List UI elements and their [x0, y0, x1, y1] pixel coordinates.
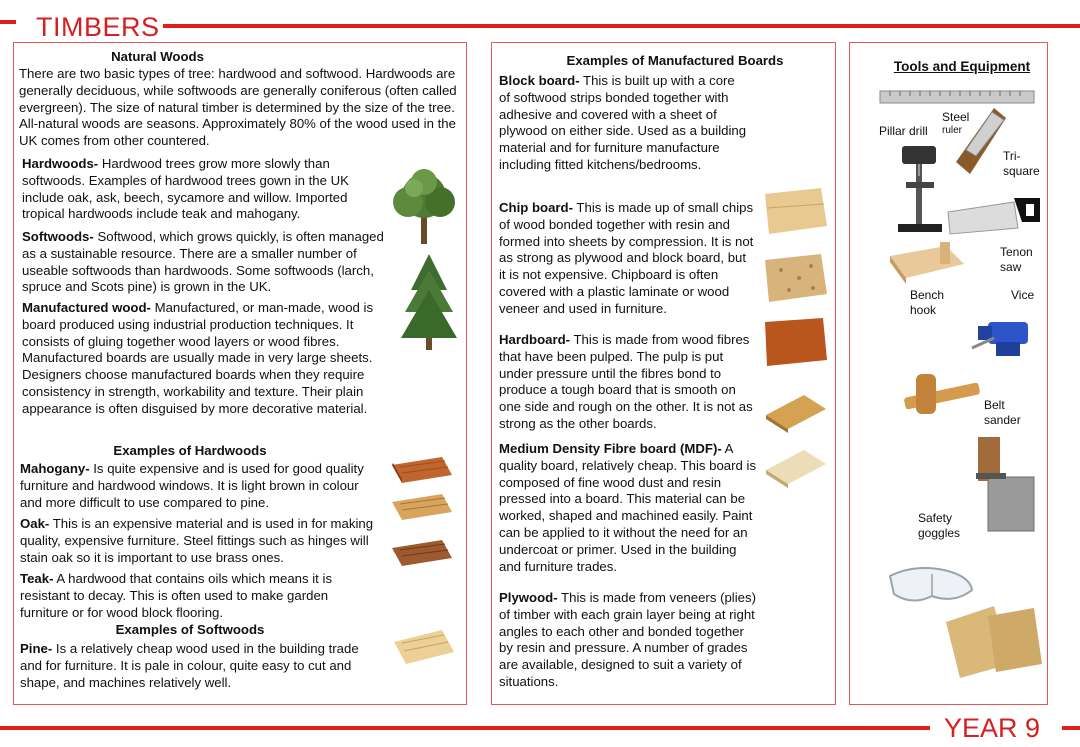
year-label: YEAR 9 — [943, 713, 1040, 743]
manufactured-paragraph — [22, 300, 396, 418]
pine-text: Is a relatively cheap wood used in the building trade and for furniture. It is pale in colour, quite easy to cut and shape, and machines relatively well. — [20, 641, 359, 690]
saw-label: saw — [1000, 260, 1022, 274]
plywood-image — [764, 448, 828, 488]
hardboard-paragraph — [499, 332, 756, 433]
page-title: TIMBERS — [36, 12, 160, 42]
top-left-rule — [0, 20, 16, 24]
tenon-label: Tenon — [1000, 245, 1033, 259]
steel-label: Steel — [942, 110, 970, 124]
mahogany-text: Is quite expensive and is used for good quality furniture and hardwood windows. It is light brown in colour and more difficult to use compared to pine. — [20, 461, 364, 510]
hardwoods-examples-heading: Examples of Hardwoods — [113, 443, 267, 458]
bench-label: Bench — [910, 288, 945, 302]
ruler-label: ruler — [942, 125, 963, 136]
softwoods-term: Softwoods- — [22, 229, 94, 244]
safety-label: Safety — [918, 511, 953, 525]
tri-label: Tri- — [1003, 149, 1021, 163]
mahogany-paragraph — [20, 461, 382, 511]
hardboard-term: Hardboard- — [499, 332, 571, 347]
chip-board-paragraph — [499, 200, 756, 318]
softwood-tree-image — [397, 252, 461, 352]
mdf-term: Medium Density Fibre board (MDF)- — [499, 441, 722, 456]
pine-term: Pine- — [20, 641, 53, 656]
block-board-image — [761, 186, 829, 236]
teak-paragraph — [20, 571, 370, 621]
square-label: square — [1003, 164, 1040, 178]
chip-board-image — [761, 252, 829, 304]
block-board-term: Block board- — [499, 73, 580, 88]
oak-text: This is an expensive material and is used in for making quality, expensive furniture. Steel fittings such as hinges will stain oak so it is important to use brass ones. — [20, 516, 374, 565]
belt-sander-image — [970, 433, 1042, 533]
teak-text: A hardwood that contains oils which means it is resistant to decay. This is often used to make garden furniture or for wood block flooring. — [20, 571, 333, 620]
natural-woods-intro: There are two basic types of tree: hardwood and softwood. Hardwoods are generally deciduous, while softwoods are generally coniferous (often called evergreen). The size of natural timber is determined by the size of the tree. All-natural woods are seasons. Approximately 80% of the wood used in the UK comes from other countered. — [19, 66, 457, 149]
vice-label: Vice — [1011, 288, 1035, 302]
softwoods-text: Softwood, which grows quickly, is often managed as a sustainable resource. There are a smaller number of useable softwoods than hardwoods. Some softwoods (larch, spruce and Scots pine) is grown in the UK. — [22, 229, 384, 295]
bottom-rule — [0, 726, 930, 730]
oak-paragraph — [20, 516, 380, 566]
top-rule — [163, 24, 1080, 28]
pine-sample-image — [392, 628, 456, 668]
boards-heading: Examples of Manufactured Boards — [566, 53, 784, 68]
plywood-paragraph — [499, 590, 761, 691]
hardwoods-text: Hardwood trees grow more slowly than softwoods. Examples of hardwood trees gown in the UK include oak, ask, beech, sycamore and willow. Imported tropical hardwoods include teak and mahogany. — [22, 156, 349, 222]
pillar-drill-image — [892, 142, 948, 234]
hardwood-tree-image — [384, 166, 464, 248]
hardboard-text: This is made from wood fibres that have been pulped. The pulp is put under pressure until the fibres bond to produce a tough board that is smooth on one side and rough on the other. It is not as strong as the other boards. — [499, 332, 753, 431]
bench-hook-image — [886, 238, 968, 286]
plywood-text: This is made from veneers (plies) of timber with each grain layer being at right angles to each other and bonded together by resin and pressure. A number of grades are available, designed to suit a variety of situations. — [499, 590, 756, 689]
bottom-right-rule — [1062, 726, 1080, 730]
hook-label: hook — [910, 303, 937, 317]
teak-term: Teak- — [20, 571, 54, 586]
pine-paragraph — [20, 641, 380, 691]
hardwoods-term: Hardwoods- — [22, 156, 99, 171]
block-board-paragraph — [499, 73, 749, 174]
belt-label: Belt — [984, 398, 1005, 412]
hardwoods-paragraph — [22, 156, 374, 223]
pillar-drill-label: Pillar drill — [879, 124, 928, 138]
manufactured-term: Manufactured wood- — [22, 300, 151, 315]
plywood-term: Plywood- — [499, 590, 558, 605]
softwoods-examples-heading: Examples of Softwoods — [115, 622, 265, 637]
sander-label: sander — [984, 413, 1021, 427]
hardboard-image — [761, 316, 829, 368]
oak-term: Oak- — [20, 516, 50, 531]
chip-board-term: Chip board- — [499, 200, 573, 215]
manufactured-text: Manufactured, or man-made, wood is board produced using industrial production techniques. It consists of gluing together wood layers or wood fibres. Manufactured boards are usually made in very large sheets. Designers choose manufactured boards when they require consistency in strength, workability and texture. Their plain appearance is often disguised by more decorative material. — [22, 300, 374, 416]
marking-gauge-image — [898, 364, 982, 424]
mahogany-sample-image — [390, 455, 454, 485]
tri-square-image — [952, 104, 1008, 176]
oak-sample-image — [390, 492, 454, 522]
teak-sample-image — [390, 538, 454, 568]
chip-board-text: This is made up of small chips of wood bonded together with resin and formed into sheets by compression. It is not as strong as plywood and block board, but it is not expensive. Chipboard is often covered with a plastic laminate or wood veneer and used in furniture. — [499, 200, 754, 316]
sandpaper-image — [940, 602, 1046, 682]
goggles-label: goggles — [918, 526, 961, 540]
block-board-text: This is built up with a core of softwood strips bonded together with adhesive and covered with a sheet of plywood on either side. Used as a building material and for furniture manufacture including fitted kitchens/bedrooms. — [499, 73, 747, 172]
mdf-text: A quality board, relatively cheap. This board is composed of fine wood dust and resin pressed into a board. This material can be worked, shaped and machined easily. Paint can be applied to it without the need for an undercoat or primer. Used in the building and furniture trades. — [499, 441, 757, 574]
natural-woods-heading: Natural Woods — [111, 49, 204, 64]
vice-image — [970, 308, 1042, 362]
tenon-saw-image — [944, 192, 1044, 238]
mdf-paragraph — [499, 441, 759, 575]
mdf-image — [764, 393, 828, 433]
mahogany-term: Mahogany- — [20, 461, 90, 476]
tools-heading: Tools and Equipment — [893, 59, 1031, 74]
softwoods-paragraph — [22, 229, 397, 296]
